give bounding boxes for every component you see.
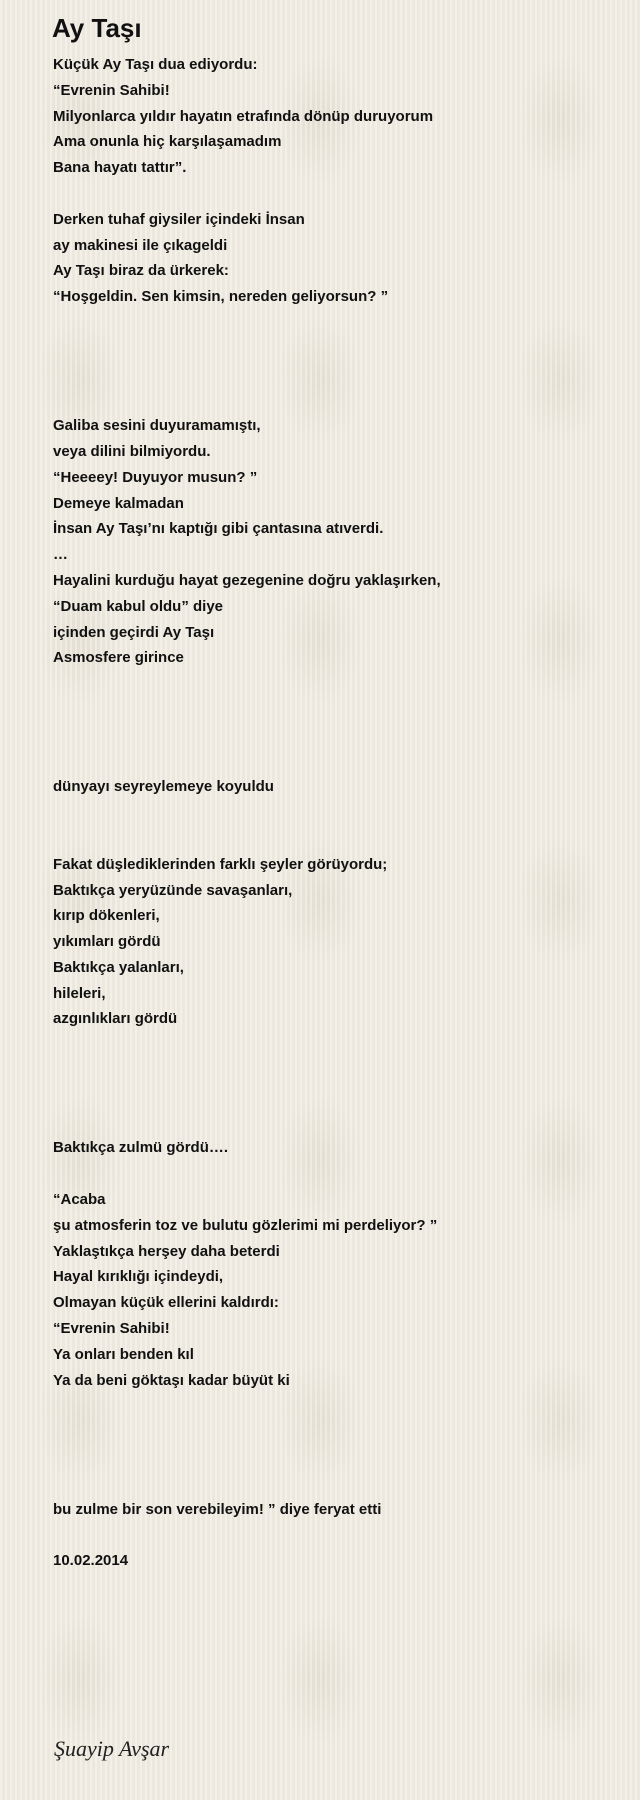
poem-blank-line bbox=[53, 1445, 613, 1471]
poem-line: ay makinesi ile çıkageldi bbox=[53, 236, 228, 254]
poem-blank-line bbox=[53, 749, 613, 775]
poem-blank-line bbox=[53, 1522, 613, 1548]
poem-line: 10.02.2014 bbox=[53, 1552, 129, 1570]
poem-line: “Heeeey! Duyuyor musun? ” bbox=[53, 468, 258, 486]
poem-blank-line bbox=[53, 1058, 613, 1084]
poem-line: Baktıkça yeryüzünde savaşanları, bbox=[53, 881, 293, 899]
poem-line: Derken tuhaf giysiler içindeki İnsan bbox=[53, 210, 305, 228]
poem-line: Ya onları benden kıl bbox=[53, 1345, 194, 1363]
poem-title: Ay Taşı bbox=[52, 13, 142, 43]
poem-line: içinden geçirdi Ay Taşı bbox=[53, 623, 215, 641]
poem-line: “Hoşgeldin. Sen kimsin, nereden geliyorsun? ” bbox=[53, 288, 389, 306]
poem-blank-line bbox=[53, 1084, 613, 1110]
poem-line: yıkımları gördü bbox=[53, 933, 161, 951]
poem-line: Galiba sesini duyuramamıştı, bbox=[53, 417, 261, 435]
poem-line: Ay Taşı biraz da ürkerek: bbox=[53, 262, 229, 280]
poem-line: Baktıkça yalanları, bbox=[53, 958, 184, 976]
poem-line: Ama onunla hiç karşılaşamadım bbox=[53, 133, 282, 151]
poem-line: Milyonlarca yıldır hayatın etrafında dönüp duruyorum bbox=[53, 107, 434, 125]
poem-line: şu atmosferin toz ve bulutu gözlerimi mi perdeliyor? ” bbox=[53, 1216, 438, 1234]
poem-line: Hayalini kurduğu hayat gezegenine doğru yaklaşırken, bbox=[53, 571, 441, 589]
poem-blank-line bbox=[53, 310, 613, 336]
poem-line: Olmayan küçük ellerini kaldırdı: bbox=[53, 1294, 279, 1312]
poem-line: Fakat düşlediklerinden farklı şeyler görüyordu; bbox=[53, 855, 388, 873]
poem-line: Demeye kalmadan bbox=[53, 494, 184, 512]
poem-blank-line bbox=[53, 1161, 613, 1187]
poem-line: Hayal kırıklığı içindeydi, bbox=[53, 1268, 224, 1286]
poem-blank-line bbox=[53, 181, 613, 207]
poem-blank-line bbox=[53, 697, 613, 723]
poem-line: İnsan Ay Taşı’nı kaptığı gibi çantasına atıverdi. bbox=[53, 520, 384, 538]
poem-blank-line bbox=[53, 336, 613, 362]
poem-blank-line bbox=[53, 1471, 613, 1497]
poem-line: Küçük Ay Taşı dua ediyordu: bbox=[53, 56, 258, 73]
poem-line: “Duam kabul oldu” diye bbox=[53, 597, 224, 615]
poem-line: “Evrenin Sahibi! bbox=[53, 81, 170, 99]
poem-line: “Evrenin Sahibi! bbox=[53, 1320, 170, 1338]
poem-blank-line bbox=[53, 1419, 613, 1445]
poem-blank-line bbox=[53, 800, 613, 826]
poem-line: Ya da beni göktaşı kadar büyüt ki bbox=[53, 1371, 290, 1389]
poem-line: dünyayı seyreylemeye koyuldu bbox=[53, 778, 274, 796]
poem-line: veya dilini bilmiyordu. bbox=[53, 442, 211, 460]
poem-blank-line bbox=[53, 671, 613, 697]
poem-line: Bana hayatı tattır”. bbox=[53, 159, 187, 177]
author-signature: Şuayip Avşar bbox=[54, 1736, 170, 1761]
poem-body bbox=[53, 52, 613, 1574]
poem-line: Asmosfere girince bbox=[53, 649, 184, 667]
poem-blank-line bbox=[53, 1110, 613, 1136]
poem-line: … bbox=[53, 546, 68, 564]
poem-line: Baktıkça zulmü gördü…. bbox=[53, 1139, 229, 1157]
poem-line: bu zulme bir son verebileyim! ” diye feryat etti bbox=[53, 1500, 382, 1518]
poem-blank-line bbox=[53, 362, 613, 388]
poem-blank-line bbox=[53, 826, 613, 852]
poem-line: Yaklaştıkça herşey daha beterdi bbox=[53, 1242, 280, 1260]
poem-line: azgınlıkları gördü bbox=[53, 1010, 178, 1028]
poem-blank-line bbox=[53, 1032, 613, 1058]
poem-blank-line bbox=[53, 723, 613, 749]
poem-line: “Acaba bbox=[53, 1191, 106, 1209]
poem-blank-line bbox=[53, 387, 613, 413]
poem-line: hileleri, bbox=[53, 984, 106, 1002]
poem-blank-line bbox=[53, 1393, 613, 1419]
poem-line: kırıp dökenleri, bbox=[53, 907, 160, 925]
